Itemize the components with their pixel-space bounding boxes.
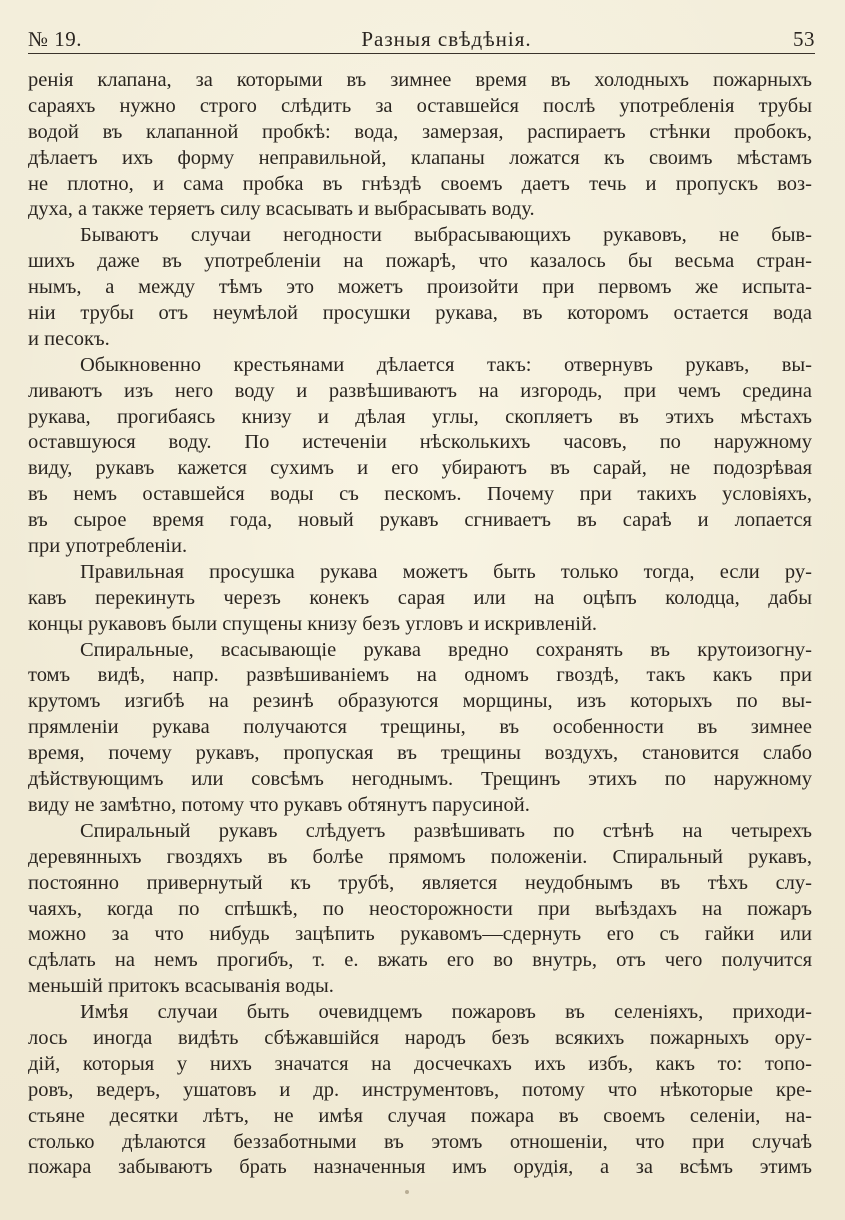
text-line: дій, которыя у нихъ значатся на досчечкахъ ихъ избъ, какъ то: топо- (28, 1052, 812, 1075)
text-line: оставшуюся воду. По истеченіи нѣсколькихъ часовъ, по наружному (28, 431, 812, 454)
page-number: 53 (793, 27, 815, 51)
issue-number: № 19. (28, 27, 83, 51)
text-line: въ немъ оставшейся воды съ пескомъ. Почему при такихъ условіяхъ, (28, 483, 812, 506)
text-line: кавъ перекинуть черезъ конекъ сарая или на оцѣпъ колодца, дабы (28, 586, 812, 609)
text-line: водой въ клапанной пробкѣ: вода, замерзая, распираетъ стѣнки пробокъ, (28, 120, 812, 143)
header-rule (28, 53, 815, 54)
text-line: ливаютъ изъ него воду и развѣшиваютъ на изгородь, при чемъ средина (28, 379, 812, 402)
text-line: Спиральный рукавъ слѣдуетъ развѣшивать по стѣнѣ на четырехъ (80, 819, 812, 842)
text-line: шихъ даже въ употребленіи на пожарѣ, что казалось бы весьма стран- (28, 250, 812, 273)
text-line: можно за что нибудь зацѣпить рукавомъ—сдернуть его съ гайки или (28, 923, 812, 946)
section-title: Разныя свѣдѣнія. (361, 27, 532, 51)
text-line: виду не замѣтно, потому что рукавъ обтянутъ парусиной. (28, 793, 530, 816)
text-line: дѣлаетъ ихъ форму неправильной, клапаны ложатся къ своимъ мѣстамъ (28, 146, 812, 169)
text-line: ніи трубы отъ неумѣлой просушки рукава, въ которомъ остается вода (28, 302, 812, 325)
text-line: концы рукавовъ были спущены книзу безъ угловъ и искривленій. (28, 612, 598, 635)
text-line: постоянно привернутый къ трубѣ, является неудобнымъ въ тѣхъ слу- (28, 871, 812, 894)
text-line: Бываютъ случаи негодности выбрасывающихъ рукавовъ, не быв- (80, 224, 812, 247)
text-line: деревянныхъ гвоздяхъ въ болѣе прямомъ положеніи. Спиральный рукавъ, (28, 845, 812, 868)
text-line: нымъ, а между тѣмъ это можетъ произойти при первомъ же испыта- (28, 276, 812, 299)
text-line: Обыкновенно крестьянами дѣлается такъ: отвернувъ рукавъ, вы- (80, 353, 812, 376)
text-line: въ сырое время года, новый рукавъ сгниваетъ въ сараѣ и лопается (28, 509, 812, 532)
text-line: не плотно, и сама пробка въ гнѣздѣ своемъ даетъ течь и пропускъ воз- (28, 172, 812, 195)
text-line: Имѣя случаи быть очевидцемъ пожаровъ въ селеніяхъ, приходи- (80, 1001, 812, 1024)
text-line: рукава, прогибаясь книзу и дѣлая углы, скопляетъ въ этихъ мѣстахъ (28, 405, 812, 428)
text-line: духа, а также теряетъ силу всасывать и выбрасывать воду. (28, 198, 535, 221)
running-header (28, 20, 815, 52)
text-line: сдѣлать на немъ прогибъ, т. е. вжать его во внутрь, отъ чего получится (28, 949, 812, 972)
text-line: и песокъ. (28, 327, 110, 350)
text-line: Спиральные, всасывающіе рукава вредно сохранять въ крутоизогну- (80, 638, 812, 661)
text-line: время, почему рукавъ, пропуская въ трещины воздухъ, становится слабо (28, 742, 812, 765)
text-line: томъ видѣ, напр. развѣшиваніемъ на одномъ гвоздѣ, такъ какъ при (28, 664, 812, 687)
text-line: чаяхъ, когда по спѣшкѣ, по неосторожности при выѣздахъ на пожаръ (28, 897, 812, 920)
text-line: дѣйствующимъ или совсѣмъ негоднымъ. Трещинъ этихъ по наружному (28, 768, 812, 791)
text-line: столько дѣлаются беззаботными въ этомъ отношеніи, что при случаѣ (28, 1130, 812, 1153)
paper-speck (405, 1190, 409, 1194)
text-line: ровъ, ведеръ, ушатовъ и др. инструментовъ, потому что нѣкоторые кре- (28, 1078, 812, 1101)
text-line: сараяхъ нужно строго слѣдить за оставшейся послѣ употребленія трубы (28, 94, 812, 117)
text-line: при употребленіи. (28, 535, 188, 558)
text-line: лось иногда видѣть сбѣжавшійся народъ безъ всякихъ пожарныхъ ору- (28, 1026, 812, 1049)
text-line: прямленіи рукава получаются трещины, въ особенности въ зимнее (28, 716, 812, 739)
text-line: пожара забываютъ брать назначенныя имъ орудія, а за всѣмъ этимъ (28, 1156, 812, 1179)
text-line: Правильная просушка рукава можетъ быть только тогда, если ру- (80, 560, 812, 583)
text-line: меньшій притокъ всасыванія воды. (28, 975, 334, 998)
text-line: стьяне десятки лѣтъ, не имѣя случая пожара въ своемъ селеніи, на- (28, 1104, 812, 1127)
text-line: крутомъ изгибѣ на резинѣ образуются морщины, изъ которыхъ по вы- (28, 690, 812, 713)
text-body (28, 68, 812, 1181)
text-line: ренія клапана, за которыми въ зимнее время въ холодныхъ пожарныхъ (28, 69, 812, 91)
text-line: виду, рукавъ кажется сухимъ и его убираютъ въ сарай, не подозрѣвая (28, 457, 812, 480)
